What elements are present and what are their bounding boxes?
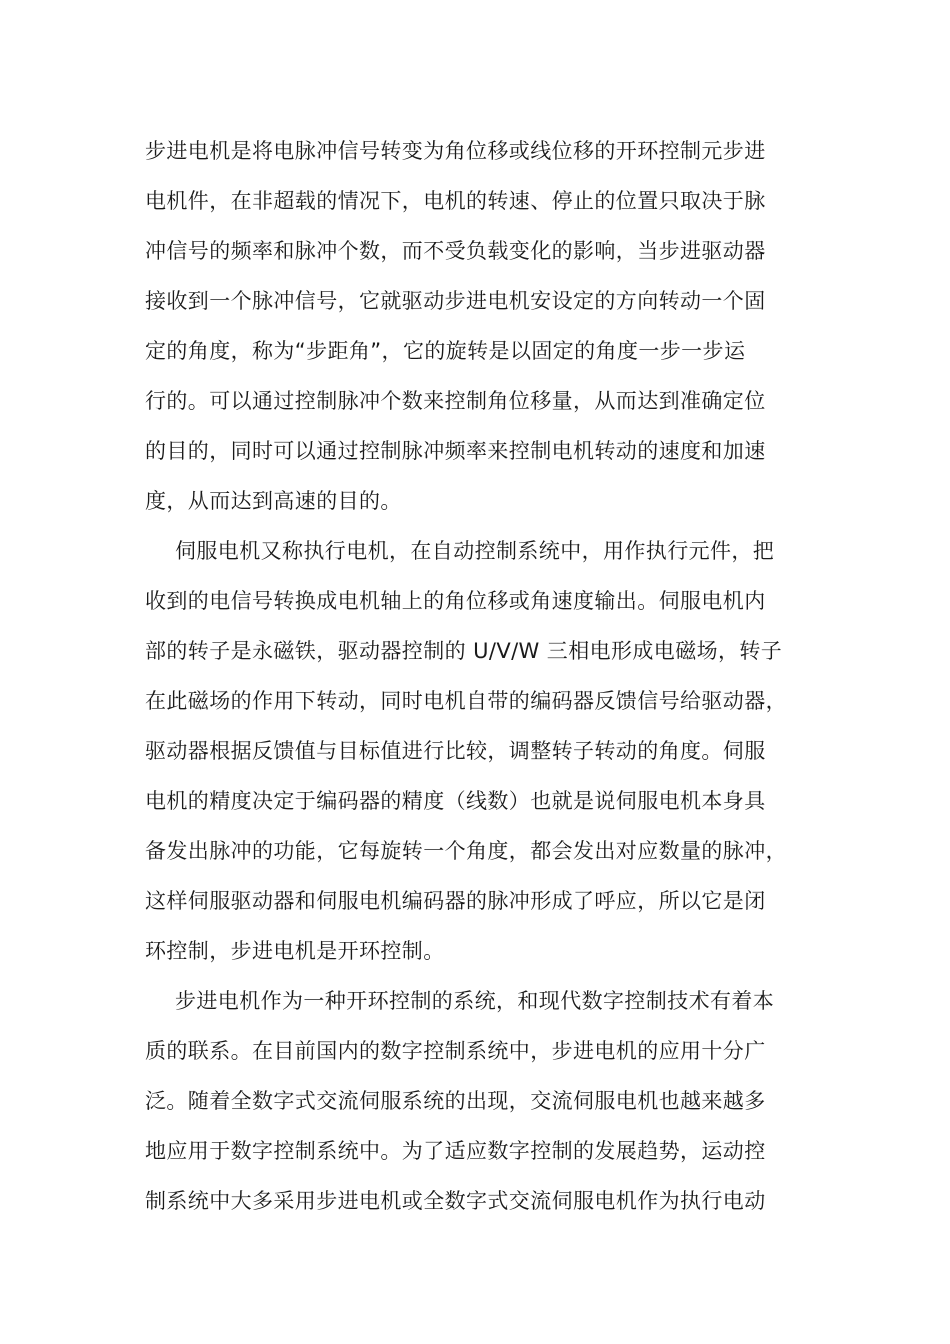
text-line: 冲信号的频率和脉冲个数，而不受负载变化的影响，当步进驱动器 [145,239,766,263]
text-line: 泛。随着全数字式交流伺服系统的出现，交流伺服电机也越来越多 [145,1089,766,1113]
text-line: 步进电机是将电脉冲信号转变为角位移或线位移的开环控制元步进 [145,139,766,163]
paragraph-digital-control [145,976,805,1226]
text-line: 的目的，同时可以通过控制脉冲频率来控制电机转动的速度和加速 [145,439,766,463]
paragraph-servo-motor [145,526,805,976]
text-line: 电机的精度决定于编码器的精度（线数）也就是说伺服电机本身具 [145,789,766,813]
text-line: 收到的电信号转换成电机轴上的角位移或角速度输出。伺服电机内 [145,589,766,613]
text-line: 步进电机作为一种开环控制的系统，和现代数字控制技术有着本 [175,989,775,1013]
text-line: 定的角度，称为“步距角”，它的旋转是以固定的角度一步一步运 [145,339,746,363]
text-line: 电机件，在非超载的情况下，电机的转速、停止的位置只取决于脉 [145,189,766,213]
text-line: 行的。可以通过控制脉冲个数来控制角位移量，从而达到准确定位 [145,389,766,413]
text-line: 环控制，步进电机是开环控制。 [145,939,445,963]
text-line: 这样伺服驱动器和伺服电机编码器的脉冲形成了呼应，所以它是闭 [145,889,766,913]
paragraph-stepper-motor-intro [145,126,805,526]
text-line: 质的联系。在目前国内的数字控制系统中，步进电机的应用十分广 [145,1039,766,1063]
text-line: 度，从而达到高速的目的。 [145,489,402,513]
text-line: 备发出脉冲的功能，它每旋转一个角度，都会发出对应数量的脉冲， [145,839,787,863]
text-line: 驱动器根据反馈值与目标值进行比较，调整转子转动的角度。伺服 [145,739,766,763]
text-line: 部的转子是永磁铁，驱动器控制的 U/V/W 三相电形成电磁场，转子 [145,639,783,663]
text-line: 伺服电机又称执行电机，在自动控制系统中，用作执行元件，把 [175,539,775,563]
body-text [145,126,805,1226]
text-line: 接收到一个脉冲信号，它就驱动步进电机安设定的方向转动一个固 [145,289,766,313]
text-line: 制系统中大多采用步进电机或全数字式交流伺服电机作为执行电动 [145,1189,766,1213]
text-line: 地应用于数字控制系统中。为了适应数字控制的发展趋势，运动控 [145,1139,766,1163]
text-line: 在此磁场的作用下转动，同时电机自带的编码器反馈信号给驱动器， [145,689,787,713]
